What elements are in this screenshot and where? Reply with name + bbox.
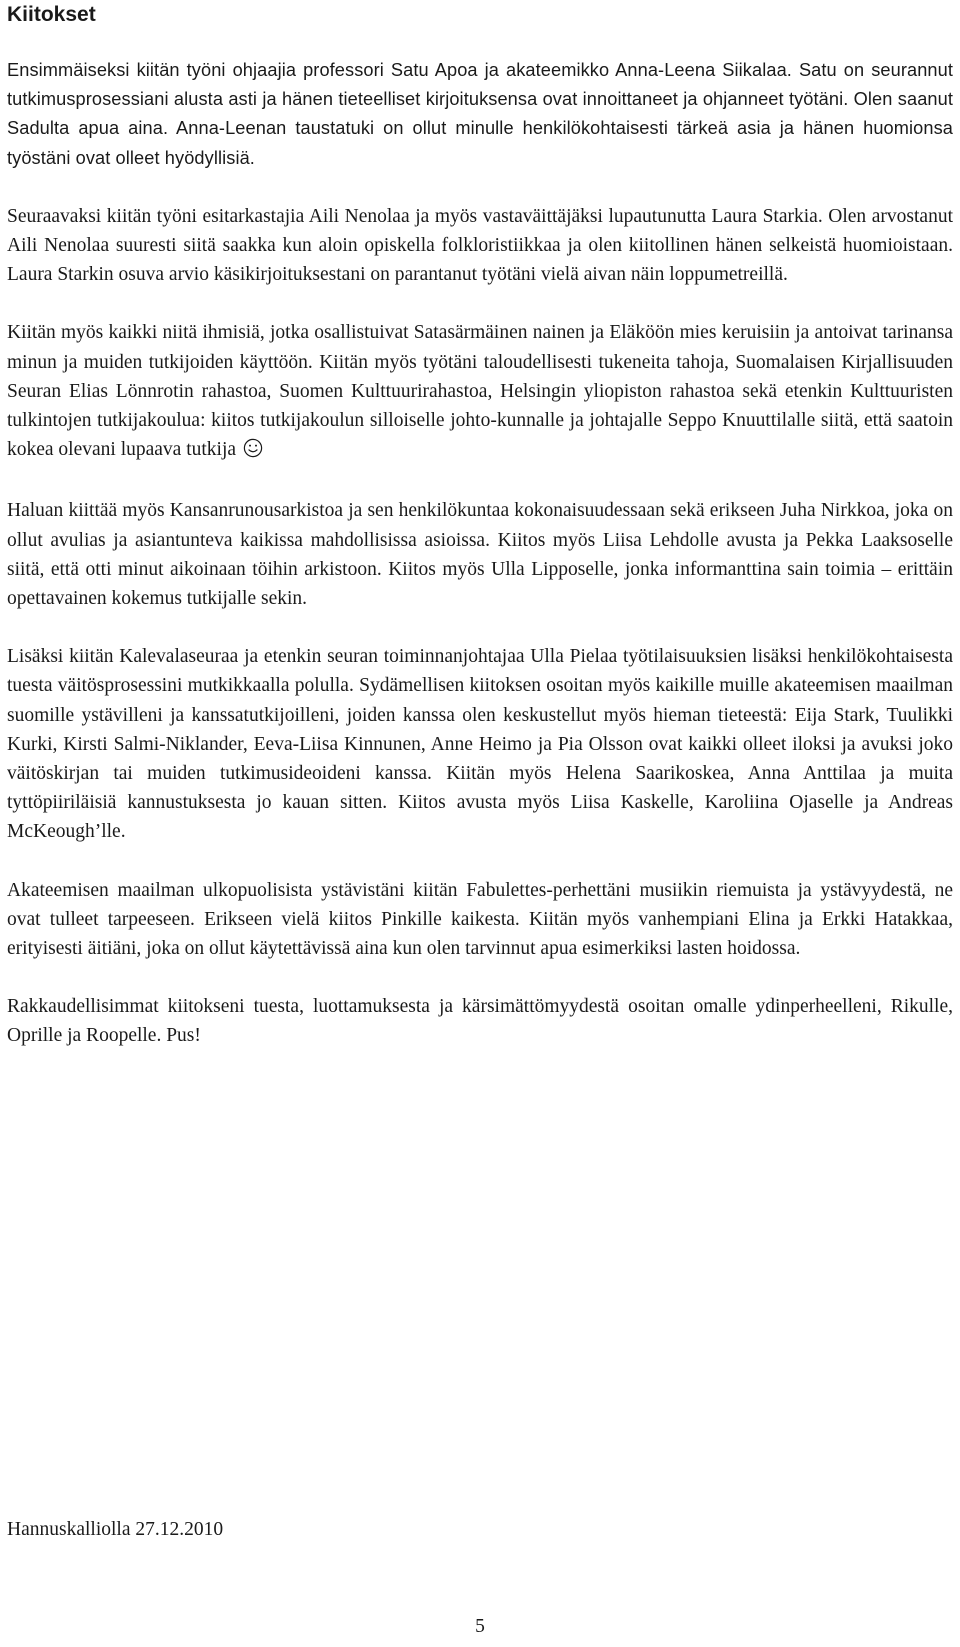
paragraph-text: Haluan kiittää myös Kansanrunousarkistoa ja sen henkilökuntaa kokonaisuudessaan sekä erikseen Juha Nirkkoa, joka on ollut avulias ja asiantunteva kaikissa mahdollisissa asioissa. Kiitos myös Liisa Lehdolle avusta ja Pekka Laaksoselle siitä, että otti minut aikoinaan töihin arkistoon. Kiitos myös Ulla Lipposelle, jonka informanttina sain toimia – erittäin opettavainen kokemus tutkijalle sekin. bbox=[7, 500, 953, 610]
paragraph-friends-family bbox=[7, 876, 953, 964]
paragraph-supervisors bbox=[7, 56, 953, 173]
paragraph-text: Akateemisen maailman ulkopuolisista ystävistäni kiitän Fabulettes-perhettäni musiikin riemuista ja ystävyydestä, ne ovat tulleet tarpeeseen. Erikseen vielä kiitos Pinkille kaikesta. Kiitän myös vanhempiani Elina ja Erkki Hatakkaa, erityisesti äitiäni, joka on ollut käytettävissä aina kun olen tarvinnut apua esimerkiksi lasten hoidossa. bbox=[7, 879, 953, 960]
paragraph-text: Kiitän myös kaikki niitä ihmisiä, jotka osallistuivat Satasärmäinen nainen ja Eläköön mies keruisiin ja antoivat tarinansa minun ja muiden tutkijoiden käyttöön. Kiitän myös työtäni taloudellisesti tukeneita tahoja, Suomalaisen Kirjallisuuden Seuran Elias Lönnrotin rahastoa, Suomen Kulttuurirahastoa, Helsingin yliopiston rahastoa sekä etenkin Kulttuuristen tulkintojen tutkijakoulua: kiitos tutkijakoulun silloiselle johto-kunnalle ja johtajalle Seppo Knuuttilalle siitä, että saatoin kokea olevani lupaava tutkija bbox=[7, 322, 953, 461]
signoff-place-date: Hannuskalliolla 27.12.2010 bbox=[7, 1519, 224, 1540]
smiley-face-icon bbox=[243, 438, 263, 467]
paragraph-reviewers bbox=[7, 202, 953, 290]
paragraph-funders bbox=[7, 318, 953, 467]
paragraph-text: Rakkaudellisimmat kiitokseni tuesta, luottamuksesta ja kärsimättömyydestä osoitan omalle ydinperheelleni, Rikulle, Oprille ja Roopelle. Pus! bbox=[7, 996, 953, 1047]
paragraph-closing bbox=[7, 992, 953, 1050]
paragraph-archive bbox=[7, 496, 953, 613]
page-title: Kiitokset bbox=[7, 3, 96, 26]
paragraph-text: Ensimmäiseksi kiitän työni ohjaajia professori Satu Apoa ja akateemikko Anna-Leena Siikalaa. Satu on seurannut tutkimusprosessiani alusta asti ja hänen tieteelliset kirjoituksensa ovat innoittaneet ja ohjanneet työtäni. Olen saanut Sadulta apua aina. Anna-Leenan taustatuki on ollut minulle henkilökohtaisesti tärkeä asia ja hänen huomionsa työstäni ovat olleet hyödyllisiä. bbox=[7, 60, 953, 168]
paragraph-text: Lisäksi kiitän Kalevalaseuraa ja etenkin seuran toiminnanjohtajaa Ulla Pielaa työtilaisuuksien lisäksi henkilökohtaisesta tuesta väitösprosessini mutkikkaalla polulla. Sydämellisen kiitoksen osoitan myös kaikille muille akateemisen maailman suomille ystävilleni ja kanssatutkijoilleni, joiden kanssa olen keskustellut myös hieman tieteestä: Eija Stark, Tuulikki Kurki, Kirsti Salmi-Niklander, Eeva-Liisa Kinnunen, Anne Heimo ja Pia Olsson ovat kaikki olleet iloksi ja avuksi joko väitöskirjan tai muiden tutkimusideoideni kanssa. Kiitän myös Helena Saarikoskea, Anna Anttilaa ja muita tyttöpiiriläisiä kannustuksesta jo kauan sitten. Kiitos avusta myös Liisa Kaskelle, Karoliina Ojaselle ja Andreas McKeough’lle. bbox=[7, 646, 953, 843]
paragraph-text: Seuraavaksi kiitän työni esitarkastajia Aili Nenolaa ja myös vastaväittäjäksi lupautunutta Laura Starkia. Olen arvostanut Aili Nenolaa suuresti siitä saakka kun aloin opiskella folkloristiikkaa ja olen kiitollinen hänen selkeistä huomioistaan. Laura Starkin osuva arvio käsikirjoituksestani on parantanut työtäni vielä aivan näin loppumetreillä. bbox=[7, 205, 953, 286]
page-number: 5 bbox=[475, 1616, 485, 1637]
body-text bbox=[7, 56, 953, 1051]
document-page bbox=[7, 0, 953, 1080]
paragraph-colleagues bbox=[7, 642, 953, 846]
